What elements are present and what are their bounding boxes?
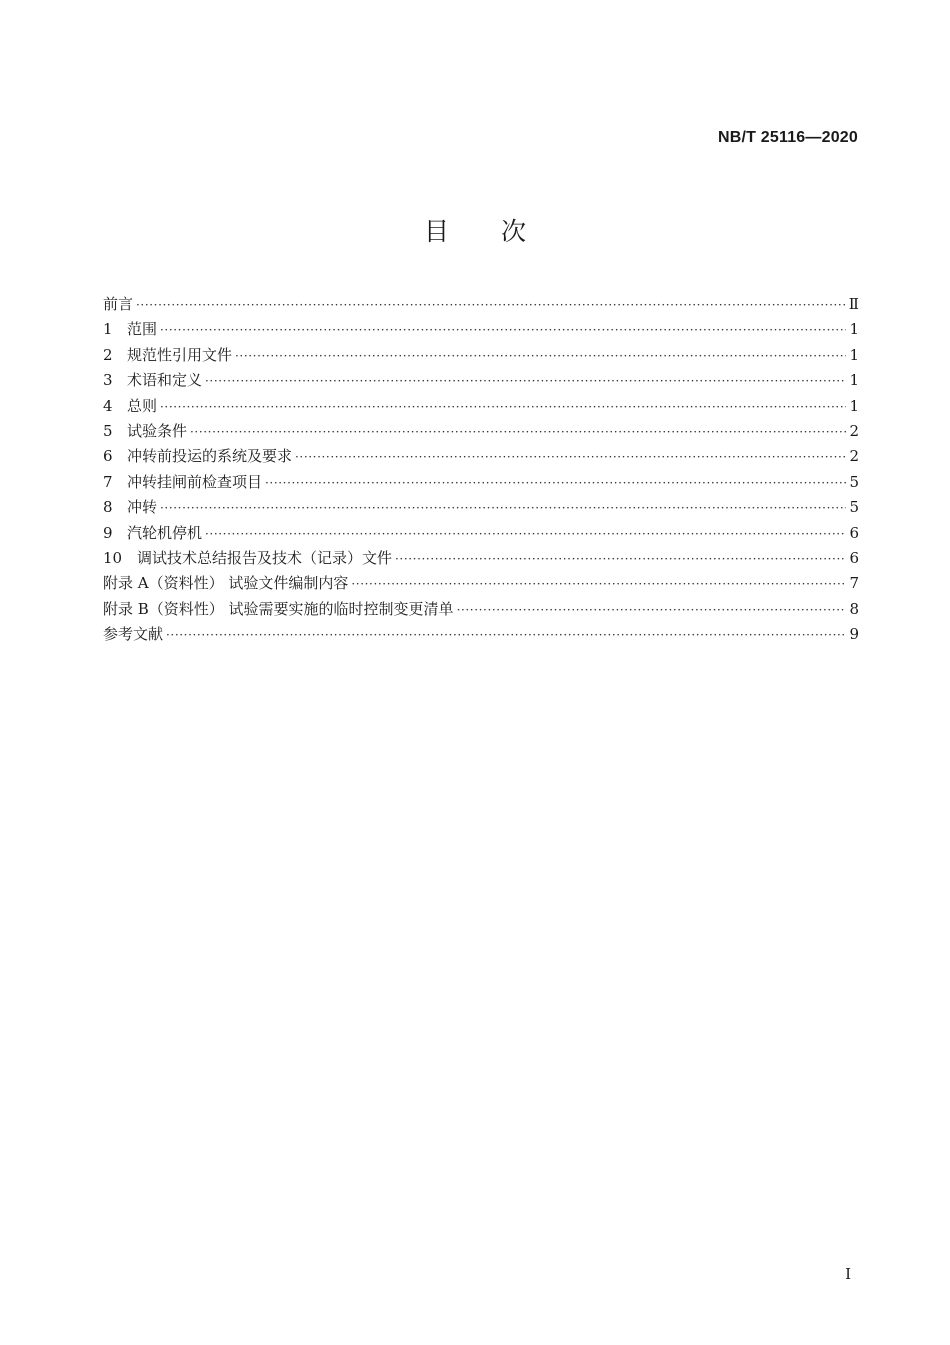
- toc-entry-4[interactable]: [103, 394, 859, 419]
- toc-entry-2[interactable]: [103, 343, 859, 368]
- toc-entry-number: 1: [103, 320, 113, 339]
- toc-entry-page: 1: [849, 396, 859, 415]
- toc-entry-label: 试验条件: [127, 421, 188, 440]
- toc-entry-references[interactable]: [103, 622, 859, 647]
- toc-entry-number: 7: [103, 472, 113, 491]
- toc-entry-label: 前言: [103, 295, 134, 313]
- toc-entry-page: 2: [849, 447, 859, 466]
- toc-entry-label: 冲转: [127, 498, 158, 517]
- toc-leader-dots: [295, 445, 846, 470]
- toc-leader-dots: [457, 598, 847, 623]
- toc-leader-dots: [205, 522, 846, 547]
- toc-entry-5[interactable]: [103, 419, 859, 444]
- toc-entry-label: 规范性引用文件: [127, 345, 233, 364]
- toc-entry-10[interactable]: [103, 546, 859, 571]
- toc-leader-dots: [395, 547, 846, 572]
- page-title: 目次: [423, 217, 578, 246]
- toc-entry-number: 8: [103, 498, 113, 517]
- toc-entry-preface[interactable]: [103, 292, 859, 317]
- toc-entry-page: 5: [849, 472, 859, 491]
- toc-entry-appendix-b[interactable]: [103, 597, 859, 622]
- page-number: I: [845, 1265, 851, 1283]
- toc-entry-number: 4: [103, 396, 113, 415]
- toc-entry-page: 1: [849, 371, 859, 390]
- toc-leader-dots: [136, 293, 846, 318]
- toc-leader-dots: [166, 623, 846, 648]
- toc-entry-number: 6: [103, 447, 113, 466]
- toc-entry-9[interactable]: [103, 521, 859, 546]
- toc-entry-page: 6: [849, 548, 859, 567]
- toc-entry-8[interactable]: [103, 495, 859, 520]
- toc-entry-7[interactable]: [103, 470, 859, 495]
- toc-leader-dots: [265, 471, 846, 496]
- toc-entry-page: 6: [849, 523, 859, 542]
- toc-leader-dots: [190, 420, 846, 445]
- toc-leader-dots: [351, 572, 846, 597]
- toc-entry-label: 总则: [127, 396, 158, 415]
- toc-entry-number: 10: [103, 548, 123, 567]
- toc-leader-dots: [160, 395, 846, 420]
- toc-entry-label: 冲转挂闸前检查项目: [127, 472, 263, 491]
- standard-code: NB/T 25116—2020: [718, 129, 858, 146]
- toc-entry-page: 2: [849, 421, 859, 440]
- toc-entry-label: 附录 A（资料性） 试验文件编制内容: [103, 574, 349, 593]
- table-of-contents: [103, 292, 859, 647]
- toc-entry-page: 1: [849, 320, 859, 339]
- toc-entry-page: 7: [849, 574, 859, 593]
- toc-entry-label: 调试技术总结报告及技术（记录）文件: [137, 548, 393, 567]
- toc-entry-appendix-a[interactable]: [103, 571, 859, 596]
- toc-entry-1[interactable]: [103, 317, 859, 342]
- toc-entry-number: 9: [103, 523, 113, 542]
- toc-entry-page: 5: [849, 498, 859, 517]
- toc-leader-dots: [205, 369, 846, 394]
- toc-entry-label: 附录 B（资料性） 试验需要实施的临时控制变更清单: [103, 599, 454, 618]
- toc-leader-dots: [160, 496, 846, 521]
- toc-entry-page: 9: [849, 625, 859, 644]
- toc-entry-label: 范围: [127, 320, 158, 339]
- toc-entry-label: 参考文献: [103, 625, 164, 644]
- toc-entry-number: 3: [103, 371, 113, 390]
- toc-leader-dots: [235, 344, 846, 369]
- toc-entry-page: 1: [849, 345, 859, 364]
- toc-entry-6[interactable]: [103, 444, 859, 469]
- toc-entry-number: 5: [103, 421, 113, 440]
- toc-entry-label: 冲转前投运的系统及要求: [127, 447, 293, 466]
- toc-entry-page: 8: [849, 599, 859, 618]
- toc-entry-page: Ⅱ: [848, 295, 859, 313]
- toc-entry-number: 2: [103, 345, 113, 364]
- toc-entry-label: 汽轮机停机: [127, 523, 203, 542]
- toc-entry-3[interactable]: [103, 368, 859, 393]
- toc-leader-dots: [160, 318, 846, 343]
- toc-entry-label: 术语和定义: [127, 371, 203, 390]
